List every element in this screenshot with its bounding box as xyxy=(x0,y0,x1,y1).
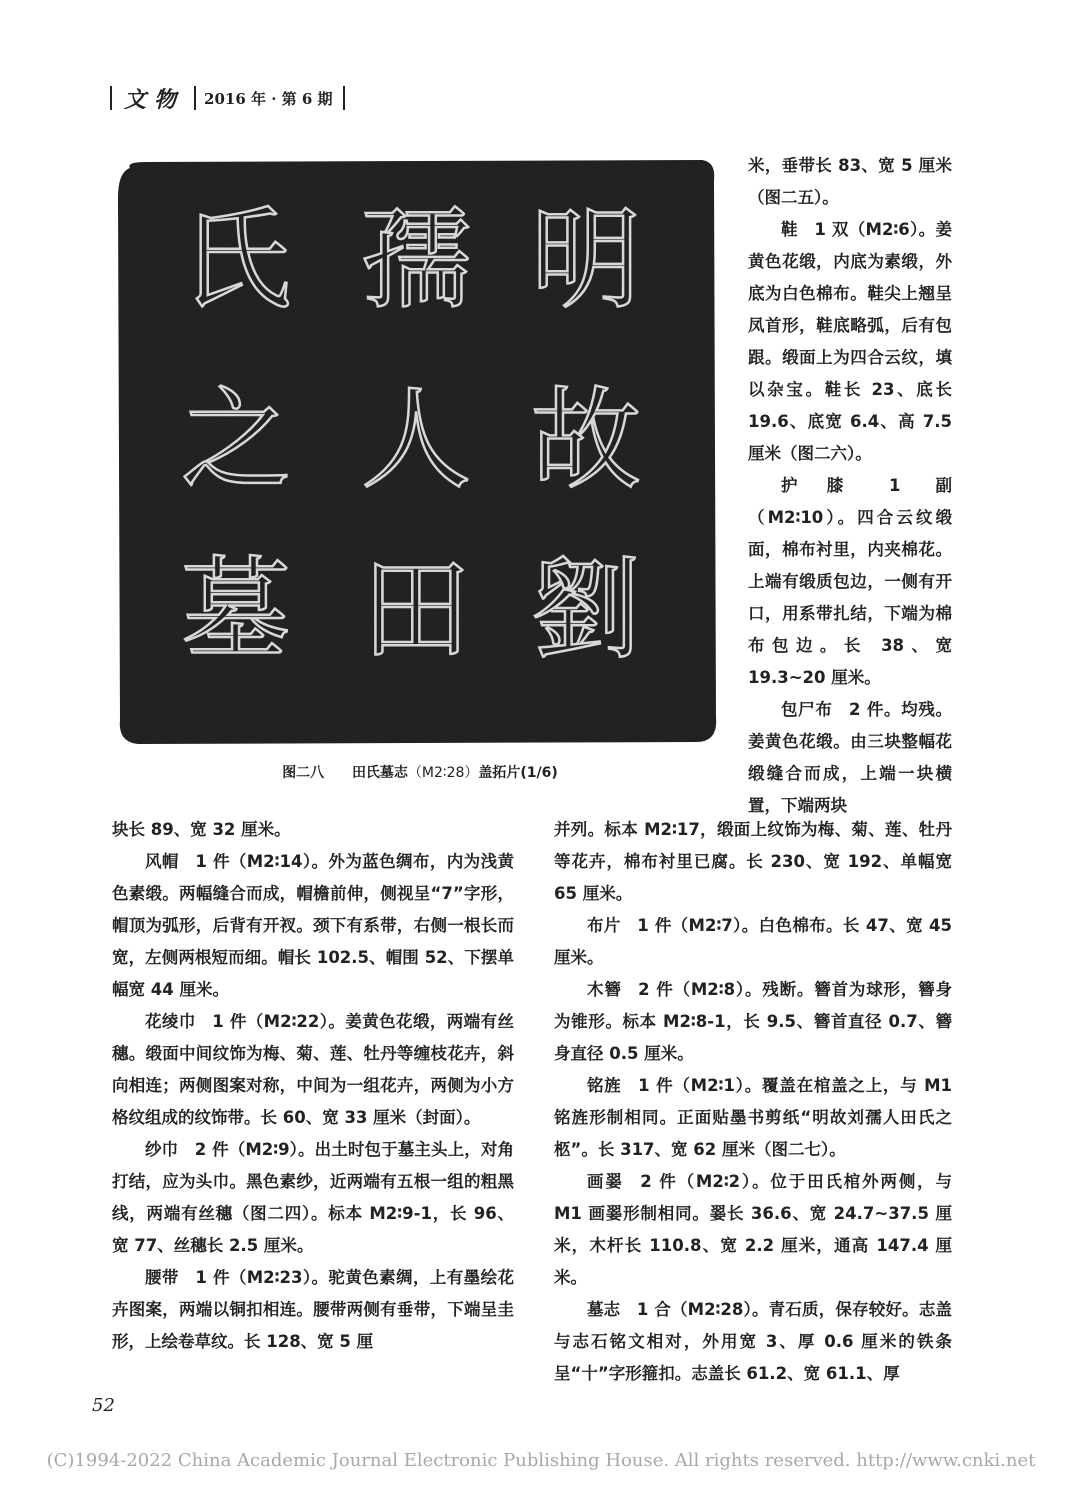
entry-term: 画翣 xyxy=(587,1172,624,1191)
glyph-ru: 孺 xyxy=(361,196,471,324)
entry-knee-pad xyxy=(748,470,952,694)
entry-text: 2 件（M2∶9）。出土时包于墓主头上，对角打结，应为头巾。黑色素纱，近两端有五根一组的粗黑线，两端有丝穗（图二四）。标本 M2∶9-1，长 96、宽 77、丝穗长 2.5 厘米。 xyxy=(112,1140,514,1255)
entry-term: 护膝 xyxy=(781,476,873,495)
caption-title: 田氏墓志 xyxy=(351,765,408,781)
entry-text: 1 件（M2∶14）。外为蓝色绸布，内为浅黄色素缎。两幅缝合而成，帽檐前伸，侧视呈“7”字形，帽顶为弧形，后背有开衩。颈下有系带，右侧一根长而宽，左侧两根短而细。帽长 102.5、帽围 52、下摆单幅宽 44 厘米。 xyxy=(112,852,514,999)
entry-term: 包尸布 xyxy=(781,700,833,719)
issue-info: 2016 年 · 第 6 期 xyxy=(204,89,333,108)
entry-term: 纱巾 xyxy=(145,1140,179,1159)
entry-shoe xyxy=(748,214,952,470)
entry-text: 1 件（M2∶1）。覆盖在棺盖之上，与 M1 铭旌形制相同。正面贴墨书剪纸“明故刘孺人田氏之柩”。长 317、宽 62 厘米（图二七）。 xyxy=(554,1076,952,1159)
right-column-mid xyxy=(748,694,952,822)
entry-term: 花绫巾 xyxy=(145,1012,196,1031)
entry-scarf xyxy=(112,1006,514,1134)
glyph-liu: 劉 xyxy=(531,546,641,674)
caption-tail: 盖拓片(1/6) xyxy=(478,765,558,781)
journal-header xyxy=(110,84,345,112)
glyph-shi: 氏 xyxy=(181,196,291,324)
header-mid-rule xyxy=(194,86,196,110)
journal-title: 文物 xyxy=(124,86,185,113)
entry-painting xyxy=(554,1166,952,1294)
entry-term: 铭旌 xyxy=(587,1076,622,1095)
entry-text: 1 副（M2∶10）。四合云纹缎面，棉布衬里，内夹棉花。上端有缎质包边，一侧有开口，用系带扎结，下端为棉布包边。长 38、宽 19.3~20 厘米。 xyxy=(748,476,952,687)
glyph-mu: 墓 xyxy=(181,546,291,674)
epitaph-rubbing-figure xyxy=(116,158,720,746)
entry-term: 风帽 xyxy=(145,852,179,871)
paragraph: 块长 89、宽 32 厘米。 xyxy=(112,820,291,839)
entry-term: 布片 xyxy=(587,916,621,935)
entry-term: 木簪 xyxy=(587,980,622,999)
right-column xyxy=(554,814,952,1390)
entry-text: 2 件。均残。姜黄色花缎。由三块整幅花缎缝合而成，上端一块横置，下端两块 xyxy=(748,700,953,815)
glyph-gu: 故 xyxy=(531,376,641,504)
entry-cloth xyxy=(554,910,952,974)
figure-caption xyxy=(120,762,720,782)
rubbing-image xyxy=(116,158,720,746)
caption-label: 图二八 xyxy=(282,765,325,781)
entry-text: 1 双（M2∶6）。姜黄色花缎，内底为素缎，外底为白色棉布。鞋尖上翘呈凤首形，鞋底略弧，后有包跟。缎面上为四合云纹，填以杂宝。鞋长 23、底长 19.6、底宽 6.4、高 7.5 厘米（图二六）。 xyxy=(748,220,952,463)
entry-text: 2 件（M2∶2）。位于田氏棺外两侧，与 M1 画翣形制相同。翣长 36.6、宽 24.7~37.5 厘米，木杆长 110.8、宽 2.2 厘米，通高 147.4 厘米。 xyxy=(554,1172,952,1287)
entry-text: 1 件（M2∶23）。驼黄色素绸，上有墨绘花卉图案，两端以铜扣相连。腰带两侧有垂带，下端呈圭形，上绘卷草纹。长 128、宽 5 厘 xyxy=(112,1268,514,1351)
glyph-tian: 田 xyxy=(361,546,471,674)
entry-gauze xyxy=(112,1134,514,1262)
glyph-zhi: 之 xyxy=(181,376,291,504)
entry-term: 腰带 xyxy=(145,1268,179,1287)
entry-text: 1 件（M2∶7）。白色棉布。长 47、宽 45 厘米。 xyxy=(554,916,953,967)
entry-epitaph xyxy=(554,1294,952,1390)
entry-term: 墓志 xyxy=(587,1300,621,1319)
glyph-ming: 明 xyxy=(531,196,641,324)
entry-shroud xyxy=(748,694,952,822)
entry-text: 2 件（M2∶8）。残断。簪首为球形，簪身为锥形。标本 M2∶8-1，长 9.5、簪首直径 0.7、簪身直径 0.5 厘米。 xyxy=(554,980,953,1063)
entry-banner xyxy=(554,1070,952,1166)
copyright-footer: (C)1994-2022 China Academic Journal Electronic Publishing House. All rights reserved. http://www.cnki.net xyxy=(46,1450,1036,1471)
entry-text: 1 合（M2∶28）。青石质，保存较好。志盖与志石铭文相对，外用宽 3、厚 0.6 厘米的铁条呈“十”字形箍扣。志盖长 61.2、宽 61.1、厚 xyxy=(554,1300,953,1383)
entry-term: 鞋 xyxy=(781,220,798,239)
left-column xyxy=(112,814,514,1358)
entry-hairpin xyxy=(554,974,952,1070)
caption-ref: （M2∶28） xyxy=(407,765,479,781)
entry-belt xyxy=(112,1262,514,1358)
header-left-rule xyxy=(110,86,112,110)
paragraph: 米，垂带长 83、宽 5 厘米（图二五）。 xyxy=(748,156,952,207)
page-number: 52 xyxy=(92,1395,115,1416)
entry-hood xyxy=(112,846,514,1006)
right-column-top xyxy=(748,150,952,694)
glyph-ren: 人 xyxy=(361,376,471,504)
header-right-rule xyxy=(343,86,345,110)
entry-text: 1 件（M2∶22）。姜黄色花缎，两端有丝穗。缎面中间纹饰为梅、菊、莲、牡丹等缠枝花卉，斜向相连；两侧图案对称，中间为一组花卉，两侧为小方格纹组成的纹饰带。长 60、宽 33 厘米（封面）。 xyxy=(112,1012,514,1127)
paragraph: 并列。标本 M2∶17，缎面上纹饰为梅、菊、莲、牡丹等花卉，棉布衬里已腐。长 230、宽 192、单幅宽 65 厘米。 xyxy=(554,820,952,903)
